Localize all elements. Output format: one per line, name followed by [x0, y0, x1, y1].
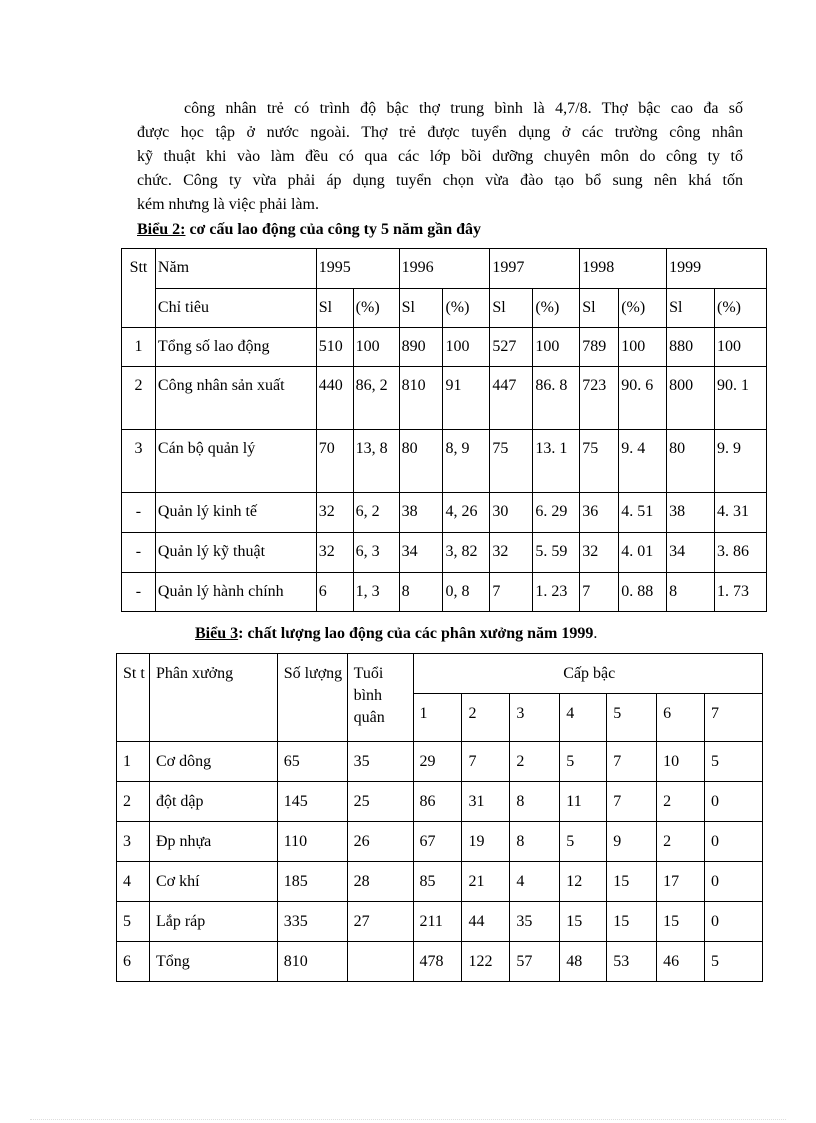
- cell: 17: [657, 862, 705, 902]
- cell: 75: [490, 430, 533, 493]
- table2-year-header: Năm: [155, 249, 316, 289]
- row-name: Đp nhựa: [149, 822, 277, 862]
- row-stt: 4: [117, 862, 150, 902]
- table2-caption-text: cơ cấu lao động của công ty 5 năm gần đây: [185, 221, 482, 238]
- cell: 91: [443, 367, 490, 430]
- table-row: [117, 902, 763, 942]
- cell: 800: [667, 367, 715, 430]
- paragraph-line: công nhân trẻ có trình độ bậc thợ trung bình là 4,7/8. Thợ bậc cao đa số: [184, 100, 743, 117]
- cell: 67: [413, 822, 462, 862]
- table2-sl-header: Sl: [667, 289, 715, 328]
- table2-subheader-row: [122, 289, 767, 328]
- cell: 7: [490, 573, 533, 612]
- row-stt: 1: [122, 328, 156, 367]
- cell: 15: [607, 862, 657, 902]
- row-stt: 2: [117, 782, 150, 822]
- table2-year-row: [122, 249, 767, 289]
- table2-sl-header: Sl: [399, 289, 443, 328]
- cell: 13. 1: [533, 430, 580, 493]
- cell: 34: [399, 533, 443, 573]
- cell: 48: [560, 942, 607, 982]
- table-row: [122, 328, 767, 367]
- cell: 100: [533, 328, 580, 367]
- cell: 9. 9: [714, 430, 766, 493]
- cell: 0: [705, 862, 763, 902]
- cell: 9. 4: [619, 430, 667, 493]
- row-name: Cơ dông: [149, 742, 277, 782]
- row-stt: 5: [117, 902, 150, 942]
- table2-sl-header: Sl: [490, 289, 533, 328]
- cell: 723: [580, 367, 619, 430]
- row-stt: -: [122, 533, 156, 573]
- paragraph-line: kỹ thuật khi vào làm đều có qua các lớp bồi dưỡng chuyên môn do công ty tổ: [137, 148, 743, 165]
- paragraph-line: chức. Công ty vừa phải áp dụng tuyển chọn vừa đào tạo bổ sung nên khá tốn: [137, 172, 743, 189]
- table3-caption-label: Biểu 3: [195, 625, 239, 642]
- cell: 6. 29: [533, 493, 580, 533]
- cell: 0: [705, 822, 763, 862]
- cell: 75: [580, 430, 619, 493]
- cell: 3. 86: [714, 533, 766, 573]
- cell: 100: [353, 328, 399, 367]
- table3-caption-end: .: [593, 625, 598, 642]
- cell: 44: [462, 902, 510, 942]
- cell: 100: [619, 328, 667, 367]
- paragraph-line: kém nhưng là việc phải làm.: [137, 196, 319, 213]
- cell: 12: [560, 862, 607, 902]
- cell: 5: [560, 742, 607, 782]
- cell: 53: [607, 942, 657, 982]
- cell: 4. 01: [619, 533, 667, 573]
- table3-caption-text: : chất lượng lao động của các phân xưởng năm 1999: [238, 625, 594, 642]
- table2-pct-header: (%): [353, 289, 399, 328]
- row-stt: 2: [122, 367, 156, 430]
- table2-pct-header: (%): [533, 289, 580, 328]
- row-count: 110: [277, 822, 347, 862]
- table-row: [117, 862, 763, 902]
- table3-workshop-header: Phân xưởng: [149, 654, 277, 742]
- row-age: 25: [347, 782, 413, 822]
- row-count: 335: [277, 902, 347, 942]
- row-age: [347, 942, 413, 982]
- cell: 13, 8: [353, 430, 399, 493]
- row-count: 65: [277, 742, 347, 782]
- cell: 31: [462, 782, 510, 822]
- table-row: [122, 367, 767, 430]
- cell: 0. 88: [619, 573, 667, 612]
- cell: 32: [316, 533, 353, 573]
- table-row: [122, 533, 767, 573]
- cell: 2: [510, 742, 560, 782]
- cell: 34: [667, 533, 715, 573]
- cell: 2: [657, 822, 705, 862]
- grade-header: 4: [560, 694, 607, 742]
- table3-header-row: [117, 654, 763, 694]
- cell: 8, 9: [443, 430, 490, 493]
- cell: 57: [510, 942, 560, 982]
- labor-quality-table: [116, 653, 763, 982]
- cell: 15: [607, 902, 657, 942]
- table-row: [122, 430, 767, 493]
- cell: 15: [657, 902, 705, 942]
- table-row: [117, 782, 763, 822]
- row-count: 185: [277, 862, 347, 902]
- table3-grade-header: Cấp bậc: [413, 654, 762, 694]
- table2-caption-label: Biểu 2:: [137, 221, 186, 238]
- cell: 4. 31: [714, 493, 766, 533]
- cell: 0, 8: [443, 573, 490, 612]
- row-count: 145: [277, 782, 347, 822]
- cell: 8: [399, 573, 443, 612]
- body-paragraph: [137, 97, 743, 217]
- table2-year: 1996: [399, 249, 490, 289]
- row-age: 28: [347, 862, 413, 902]
- cell: 6, 3: [353, 533, 399, 573]
- row-name: Cán bộ quản lý: [155, 430, 316, 493]
- labor-structure-table: [121, 248, 767, 612]
- cell: 122: [462, 942, 510, 982]
- cell: 90. 6: [619, 367, 667, 430]
- cell: 510: [316, 328, 353, 367]
- table-row: [122, 573, 767, 612]
- cell: 9: [607, 822, 657, 862]
- cell: 8: [510, 822, 560, 862]
- cell: 527: [490, 328, 533, 367]
- cell: 5: [705, 942, 763, 982]
- cell: 11: [560, 782, 607, 822]
- table3-count-header: Số lượng: [277, 654, 347, 742]
- table3-age-header: Tuổi bình quân: [347, 654, 413, 742]
- cell: 19: [462, 822, 510, 862]
- row-age: 35: [347, 742, 413, 782]
- table2-year: 1997: [490, 249, 580, 289]
- grade-header: 5: [607, 694, 657, 742]
- cell: 7: [607, 782, 657, 822]
- cell: 6: [316, 573, 353, 612]
- table3-stt-header: St t: [117, 654, 150, 742]
- cell: 15: [560, 902, 607, 942]
- cell: 35: [510, 902, 560, 942]
- table2-sl-header: Sl: [316, 289, 353, 328]
- cell: 46: [657, 942, 705, 982]
- cell: 30: [490, 493, 533, 533]
- grade-header: 7: [705, 694, 763, 742]
- table-row: [117, 942, 763, 982]
- row-name: đột dập: [149, 782, 277, 822]
- cell: 4. 51: [619, 493, 667, 533]
- table-row: [117, 822, 763, 862]
- cell: 0: [705, 902, 763, 942]
- cell: 85: [413, 862, 462, 902]
- row-name: Tổng: [149, 942, 277, 982]
- row-stt: 1: [117, 742, 150, 782]
- table2-caption: [137, 221, 481, 239]
- cell: 36: [580, 493, 619, 533]
- cell: 80: [399, 430, 443, 493]
- table3-caption: [195, 625, 597, 643]
- cell: 100: [443, 328, 490, 367]
- cell: 32: [580, 533, 619, 573]
- cell: 5. 59: [533, 533, 580, 573]
- row-age: 26: [347, 822, 413, 862]
- row-name: Quản lý kỹ thuật: [155, 533, 316, 573]
- row-stt: 3: [122, 430, 156, 493]
- page-bottom-divider: [30, 1119, 786, 1120]
- cell: 10: [657, 742, 705, 782]
- cell: 4, 26: [443, 493, 490, 533]
- paragraph-line: được học tập ở nước ngoài. Thợ trẻ được tuyển dụng ở các trường công nhân: [137, 124, 743, 141]
- row-stt: 3: [117, 822, 150, 862]
- cell: 0: [705, 782, 763, 822]
- cell: 478: [413, 942, 462, 982]
- cell: 2: [657, 782, 705, 822]
- grade-header: 3: [510, 694, 560, 742]
- row-name: Cơ khí: [149, 862, 277, 902]
- table2-stt-header: Stt: [122, 249, 156, 328]
- row-name: Công nhân sản xuất: [155, 367, 316, 430]
- table2-year: 1998: [580, 249, 667, 289]
- cell: 8: [510, 782, 560, 822]
- cell: 38: [667, 493, 715, 533]
- cell: 211: [413, 902, 462, 942]
- cell: 70: [316, 430, 353, 493]
- cell: 1. 73: [714, 573, 766, 612]
- cell: 29: [413, 742, 462, 782]
- cell: 86, 2: [353, 367, 399, 430]
- cell: 6, 2: [353, 493, 399, 533]
- row-name: Lắp ráp: [149, 902, 277, 942]
- cell: 80: [667, 430, 715, 493]
- cell: 4: [510, 862, 560, 902]
- table-row: [122, 493, 767, 533]
- row-stt: -: [122, 573, 156, 612]
- row-stt: 6: [117, 942, 150, 982]
- cell: 880: [667, 328, 715, 367]
- table2-pct-header: (%): [714, 289, 766, 328]
- cell: 86: [413, 782, 462, 822]
- grade-header: 6: [657, 694, 705, 742]
- row-count: 810: [277, 942, 347, 982]
- cell: 7: [462, 742, 510, 782]
- cell: 1. 23: [533, 573, 580, 612]
- cell: 5: [560, 822, 607, 862]
- table2-year: 1999: [667, 249, 767, 289]
- table2-year: 1995: [316, 249, 399, 289]
- cell: 789: [580, 328, 619, 367]
- cell: 3, 82: [443, 533, 490, 573]
- cell: 1, 3: [353, 573, 399, 612]
- cell: 32: [490, 533, 533, 573]
- cell: 890: [399, 328, 443, 367]
- row-stt: -: [122, 493, 156, 533]
- cell: 447: [490, 367, 533, 430]
- cell: 7: [580, 573, 619, 612]
- table2-indicator-header: Chỉ tiêu: [155, 289, 316, 328]
- cell: 7: [607, 742, 657, 782]
- cell: 32: [316, 493, 353, 533]
- cell: 440: [316, 367, 353, 430]
- grade-header: 2: [462, 694, 510, 742]
- table2-pct-header: (%): [619, 289, 667, 328]
- cell: 38: [399, 493, 443, 533]
- grade-header: 1: [413, 694, 462, 742]
- row-name: Tổng số lao động: [155, 328, 316, 367]
- row-name: Quản lý hành chính: [155, 573, 316, 612]
- cell: 86. 8: [533, 367, 580, 430]
- cell: 21: [462, 862, 510, 902]
- table2-sl-header: Sl: [580, 289, 619, 328]
- cell: 810: [399, 367, 443, 430]
- row-name: Quản lý kinh tế: [155, 493, 316, 533]
- cell: 90. 1: [714, 367, 766, 430]
- cell: 100: [714, 328, 766, 367]
- table-row: [117, 742, 763, 782]
- table2-pct-header: (%): [443, 289, 490, 328]
- cell: 5: [705, 742, 763, 782]
- cell: 8: [667, 573, 715, 612]
- row-age: 27: [347, 902, 413, 942]
